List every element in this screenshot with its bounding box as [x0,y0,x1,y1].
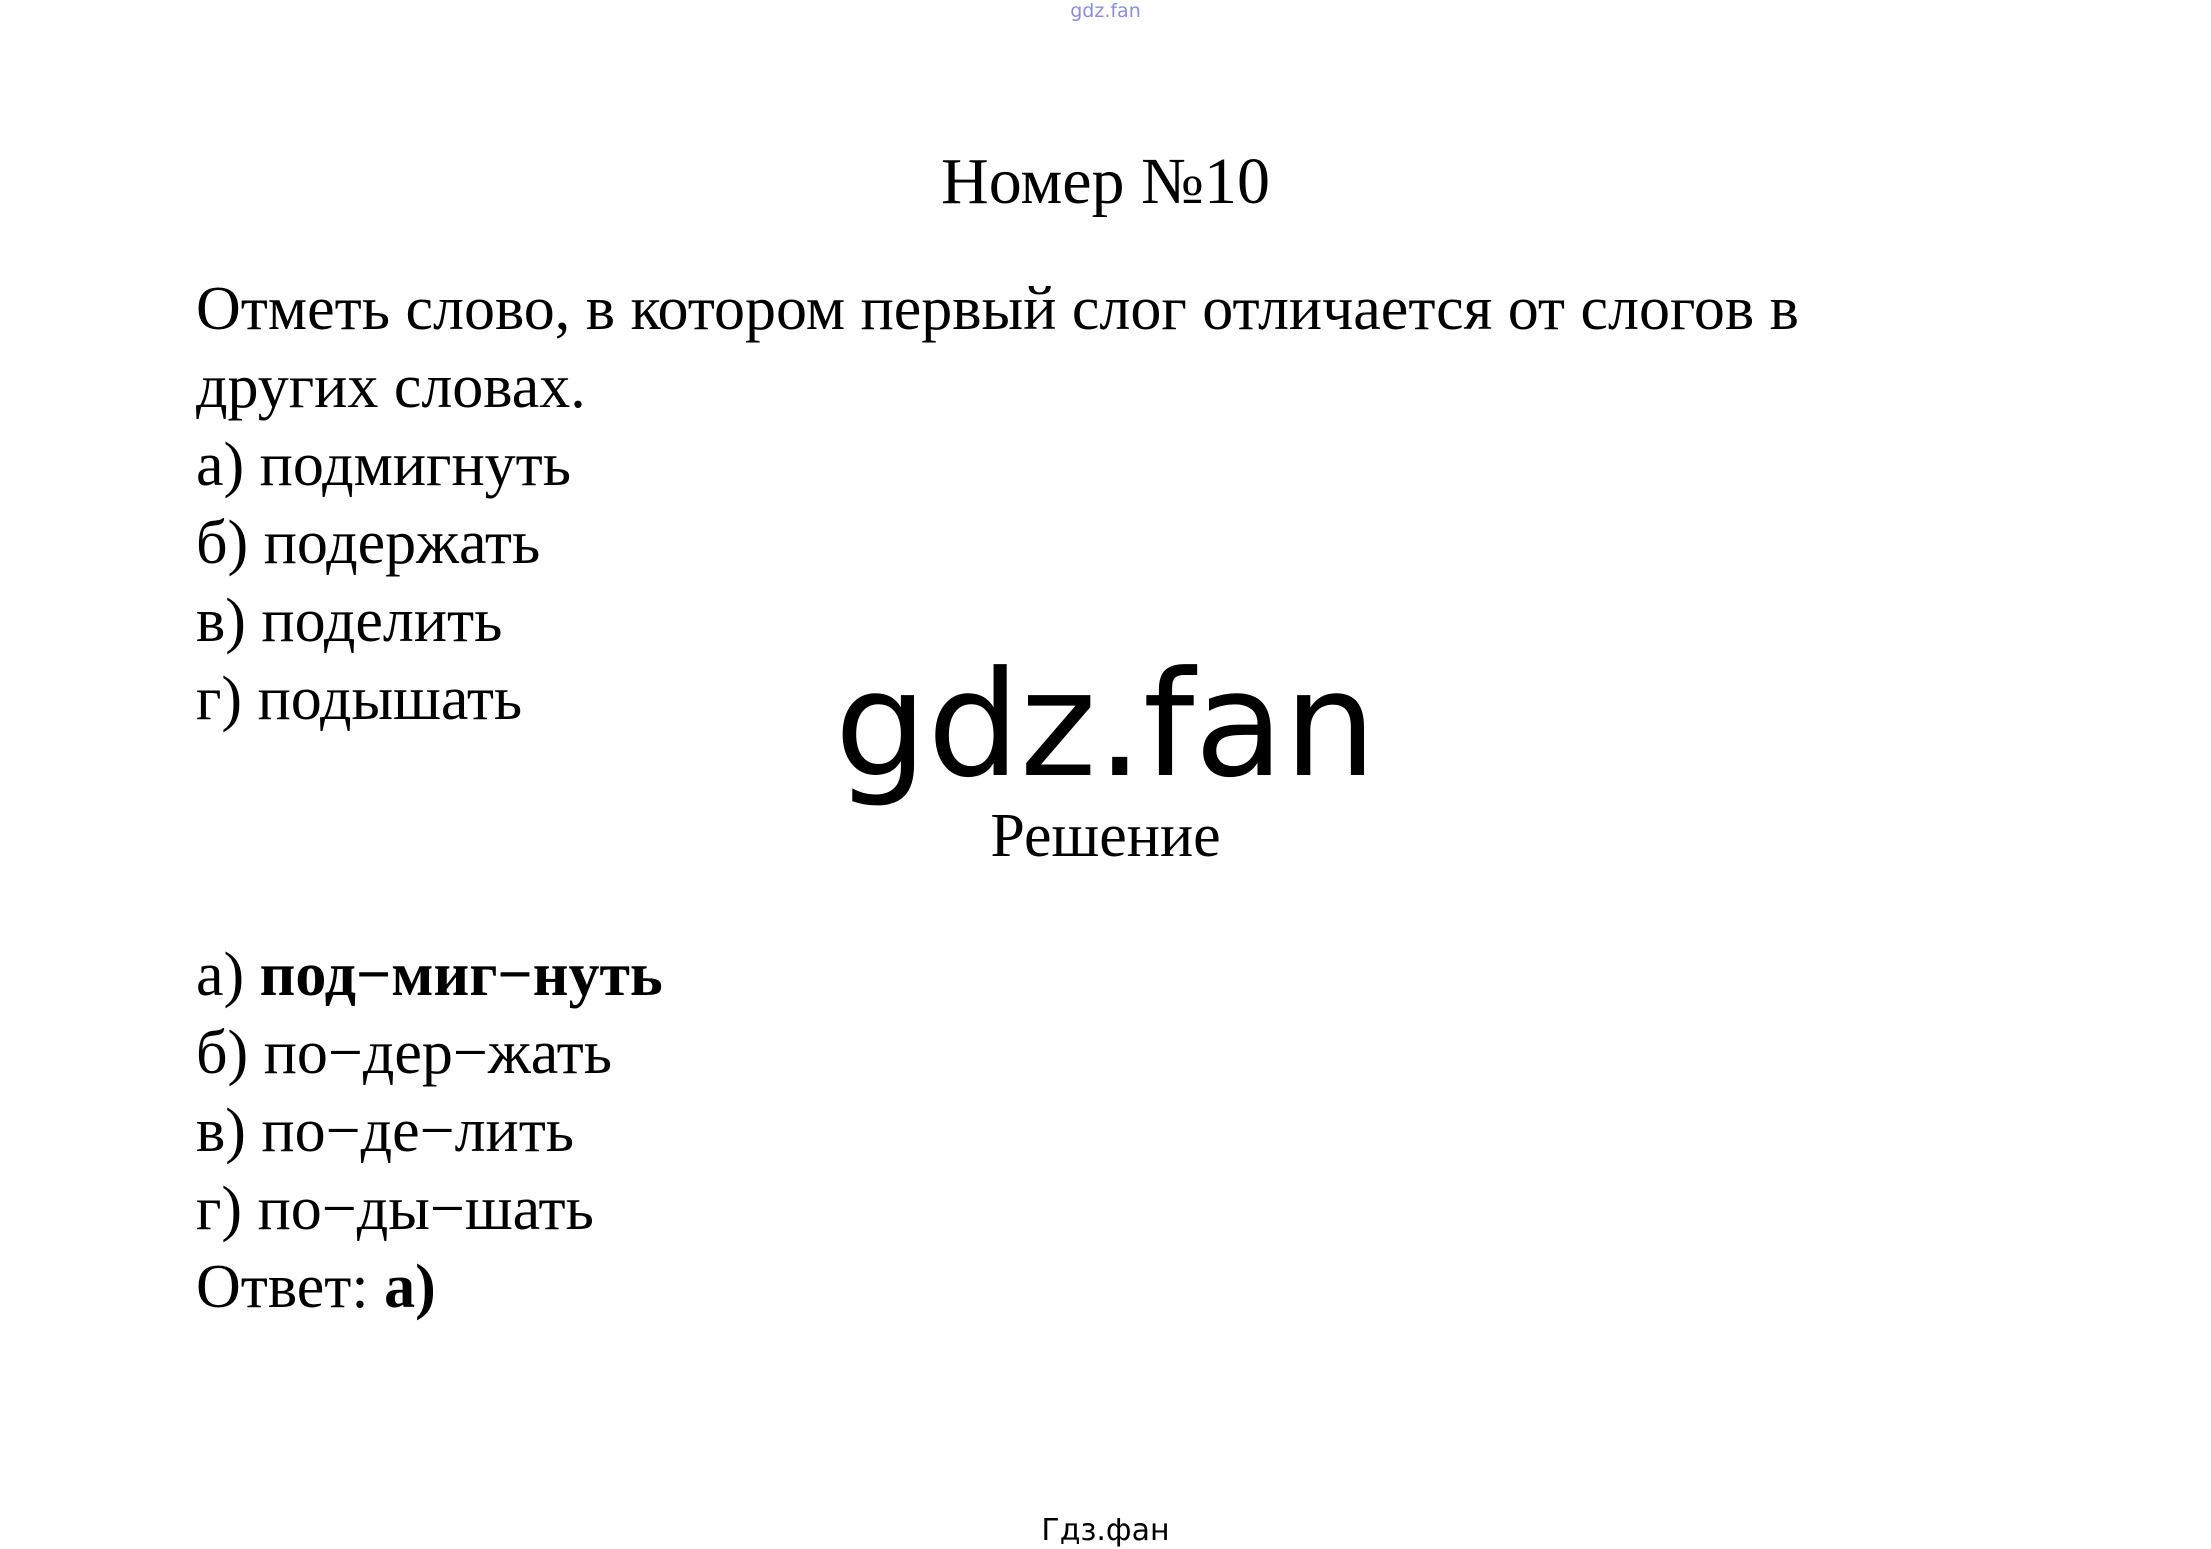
solution-marker: а) [196,941,245,1009]
solution-row-g [196,1170,2096,1248]
solution-syllables: по−де−лить [261,1097,575,1165]
answer-label: Ответ: [196,1253,369,1321]
option-marker: г) [196,665,243,733]
solution-heading: Решение [990,802,1221,870]
question-line-1: Отметь слово, в котором первый слог отличается от слогов в [196,275,1799,343]
center-watermark: gdz.fan [834,640,1377,810]
option-a [196,426,2096,504]
question-line-2: других словах. [196,353,586,421]
page-title: Номер №10 [941,145,1270,218]
bottom-watermark: Гдз.фан [1041,1513,1170,1548]
option-marker: в) [196,587,246,655]
solution-row-v [196,1092,2096,1170]
option-word: подышать [257,665,523,733]
top-watermark: gdz.fan [1070,0,1141,22]
option-marker: а) [196,431,245,499]
option-b [196,504,2096,582]
solution-marker: б) [196,1019,249,1087]
solution-marker: в) [196,1097,246,1165]
solution-syllables: по−дер−жать [263,1019,612,1087]
option-word: подмигнуть [259,431,572,499]
solution-row-b [196,1014,2096,1092]
option-word: поделить [261,587,503,655]
solution-marker: г) [196,1175,243,1243]
solution-syllables: по−ды−шать [257,1175,594,1243]
solution-block [196,936,2096,1326]
answer-line [196,1248,2096,1326]
solution-row-a [196,936,2096,1014]
solution-syllables-highlighted: под−миг−нуть [259,941,663,1009]
option-word: подержать [263,509,541,577]
answer-value: а) [384,1253,436,1321]
option-marker: б) [196,509,249,577]
